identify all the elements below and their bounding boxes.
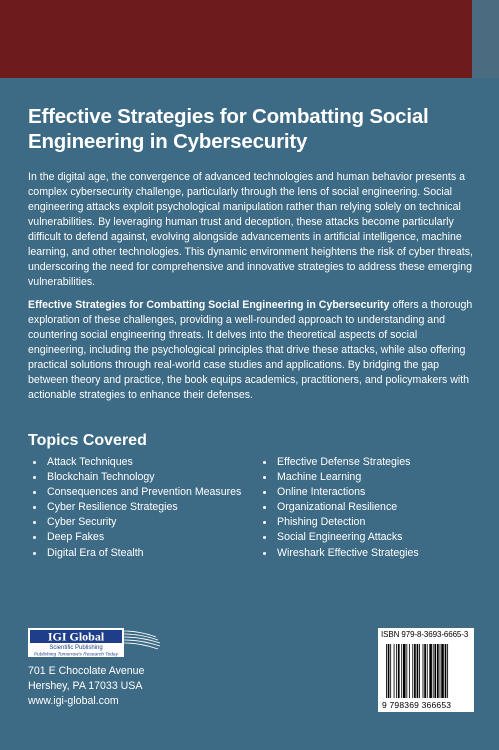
barcode-bar — [403, 644, 406, 698]
topic-item: Cyber Resilience Strategies — [32, 500, 241, 515]
logo-graphic — [28, 625, 163, 659]
barcode-bar — [388, 644, 390, 698]
barcode-bar — [394, 644, 395, 698]
publisher-address — [28, 664, 144, 710]
isbn-label: ISBN 979-8-3693-6665-3 — [381, 630, 469, 639]
publisher-website[interactable]: www.igi-global.com — [28, 695, 119, 708]
description-paragraph-1: In the digital age, the convergence of advanced technologies and human behavior presents a complex cybersecurity challenge, particularly through the lens of social engineering. Social engineering attacks exploit psychological manipulation rather than relying solely on technical vulnerabilities. By leveraging human trust and deception, these attacks become particularly difficult to defend against, evolving alongside advancements in artificial intelligence, machine learning, and other technologies. This dynamic environment heightens the risk of cyber threats, underscoring the need for comprehensive and innovative strategies to address these emerging vulnerabilities. — [28, 171, 473, 288]
barcode-bar — [423, 644, 424, 698]
top-color-band — [0, 0, 472, 78]
barcode-bar — [412, 644, 413, 698]
topic-item: Social Engineering Attacks — [262, 530, 419, 545]
description-paragraph-2 — [28, 298, 473, 403]
barcode-image — [378, 642, 474, 700]
description-paragraph-2-text: offers a thorough exploration of these challenges, providing a well-rounded approach to understanding and countering social engineering threats. It delves into the theoretical aspects of social engineering, including the psychological principles that drive these attacks, while also offering practical solutions through real-world case studies and applications. By bridging the gap between theory and practice, the book equips academics, practitioners, and policymakers with actionable strategies to enhance their defenses. — [28, 299, 473, 401]
barcode-bar — [409, 644, 410, 698]
barcode-bar — [417, 644, 419, 698]
publisher-logo — [28, 625, 163, 659]
topics-heading: Topics Covered — [28, 432, 147, 449]
topic-item: Effective Defense Strategies — [262, 455, 419, 470]
topic-item: Attack Techniques — [32, 455, 241, 470]
barcode-digits: 9 798369 366653 — [382, 700, 452, 710]
topic-item: Digital Era of Stealth — [32, 546, 241, 561]
barcode-bar — [440, 644, 441, 698]
topic-item: Organizational Resilience — [262, 500, 419, 515]
barcode-bar — [427, 644, 428, 698]
barcode-bar — [406, 644, 407, 698]
topic-item: Online Interactions — [262, 485, 419, 500]
barcode-bar — [441, 644, 444, 698]
topics-list-right — [262, 455, 419, 561]
topic-item: Deep Fakes — [32, 530, 241, 545]
barcode-bar — [414, 644, 416, 698]
address-city: Hershey, PA 17033 USA — [28, 680, 143, 693]
barcode-bar — [419, 644, 420, 698]
address-street: 701 E Chocolate Avenue — [28, 665, 145, 677]
topics-list-left — [32, 455, 241, 561]
barcode-bar — [433, 644, 434, 698]
barcode-bar — [447, 644, 448, 698]
barcode-bar — [390, 644, 391, 698]
logo-line-2: Publishing Tomorrow's Research Today — [33, 652, 119, 658]
barcode-bar — [398, 644, 400, 698]
logo-name: IGI Global — [47, 629, 105, 644]
topic-item: Cyber Security — [32, 515, 241, 530]
topic-item: Blockchain Technology — [32, 470, 241, 485]
topic-item: Wireshark Effective Strategies — [262, 546, 419, 561]
logo-line-1: Scientific Publishing — [49, 645, 103, 651]
book-title-inline: Effective Strategies for Combatting Social Engineering in Cybersecurity — [28, 299, 390, 311]
topic-item: Phishing Detection — [262, 515, 419, 530]
barcode-bar — [386, 644, 387, 698]
book-title: Effective Strategies for Combatting Social Engineering in Cybersecurity — [28, 105, 429, 153]
barcode-bar — [396, 644, 397, 698]
barcode-bar — [424, 644, 426, 698]
barcode-bar — [437, 644, 439, 698]
topic-item: Machine Learning — [262, 470, 419, 485]
spine-edge — [472, 0, 499, 78]
barcode-bar — [445, 644, 447, 698]
barcode-bar — [429, 644, 432, 698]
topic-item: Consequences and Prevention Measures — [32, 485, 241, 500]
barcode-bar — [401, 644, 402, 698]
barcode-bar — [434, 644, 436, 698]
barcode-panel — [378, 628, 474, 712]
